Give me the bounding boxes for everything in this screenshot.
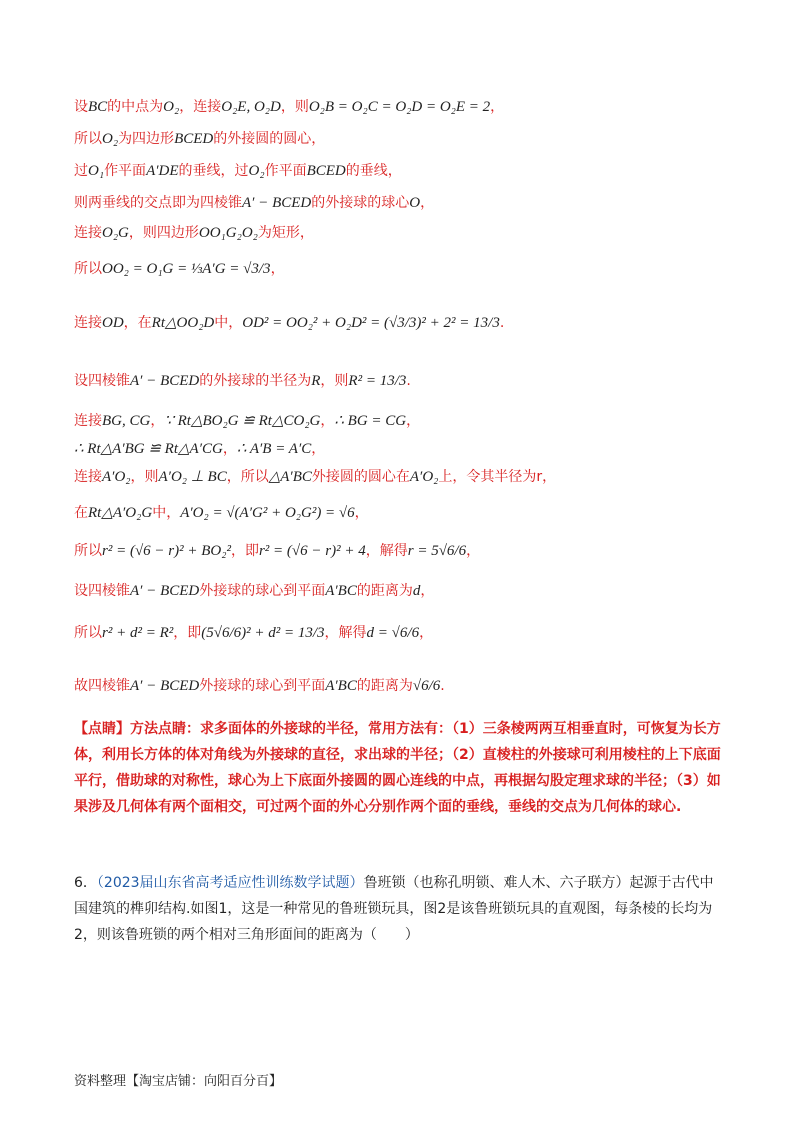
text-run: 外接球的球心到平面 [199, 678, 326, 694]
text-run: ， [406, 413, 421, 429]
text-run: ， [490, 99, 505, 115]
math-expression: O₂ [248, 163, 265, 179]
solution-line [74, 502, 369, 524]
solution-line [74, 160, 402, 182]
math-expression: OD [102, 315, 124, 331]
text-run: 的外接球的球心 [311, 195, 410, 211]
math-expression: A′BC [325, 678, 357, 694]
math-expression: OD² = OO₂² + O₂D² = (√3/3)² + 2² = 13/3 [242, 315, 500, 331]
text-run: 所以 [74, 543, 102, 559]
math-expression: ∵ Rt△BO₂G ≌ Rt△CO₂G [164, 413, 321, 429]
math-expression: OO₁G₂O₂ [198, 225, 258, 241]
solution-line [74, 258, 285, 280]
text-run: ，解得 [365, 543, 408, 559]
text-run: 上，令其半径为r， [438, 469, 557, 485]
math-expression: OO₂ = O₁G = ⅓A′G = √3/3 [102, 261, 271, 277]
solution-line [74, 96, 504, 118]
math-expression: ∴ Rt△A′BG ≌ Rt△A′CG [74, 441, 223, 457]
text-run: . [406, 373, 411, 389]
math-expression: △A′BC [268, 469, 312, 485]
math-expression: A′ − BCED [130, 583, 200, 599]
text-run: 故四棱锥 [74, 678, 130, 694]
text-run: 外接圆的圆心在 [311, 469, 410, 485]
solution-line [74, 370, 411, 392]
text-run: 为矩形， [257, 225, 314, 241]
math-expression: O₂E, O₂D [221, 99, 281, 115]
text-run: ，在 [123, 315, 152, 331]
math-expression: A′BC [325, 583, 357, 599]
math-expression: (5√6/6)² + d² = 13/3 [201, 625, 325, 641]
math-expression: r = 5√6/6 [407, 543, 467, 559]
text-run: 在 [74, 505, 88, 521]
math-expression: O [409, 195, 421, 211]
math-expression: A′O₂ [102, 469, 131, 485]
text-run: 则两垂线的交点即为四棱锥 [74, 195, 242, 211]
text-run: 作平面 [264, 163, 307, 179]
math-expression: O₂ [102, 131, 119, 147]
math-expression: ∴ A′B = A′C [236, 441, 312, 457]
solution-line [74, 438, 325, 460]
math-expression: Rt△A′O₂G [88, 505, 153, 521]
math-expression: O₂ [163, 99, 180, 115]
text-run: 的距离为 [356, 678, 413, 694]
text-run: 连接 [74, 413, 102, 429]
text-run: 为四边形 [118, 131, 175, 147]
text-run: 的中点为 [107, 99, 164, 115]
text-run: ， [320, 413, 335, 429]
tip-label: 【点睛】 [74, 721, 130, 737]
math-expression: A′O₂ = √(A′G² + O₂G²) = √6 [180, 505, 355, 521]
math-expression: r² = (√6 − r)² + 4 [258, 543, 366, 559]
solution-line [74, 128, 325, 150]
text-run: 的垂线， [345, 163, 402, 179]
text-run: ，连接 [179, 99, 222, 115]
math-expression: √6/6 [412, 678, 441, 694]
text-run: ， [420, 195, 435, 211]
text-run: ， [354, 505, 369, 521]
text-run: ， [420, 583, 435, 599]
text-run: 所以 [74, 131, 102, 147]
tip-paragraph [74, 716, 726, 820]
math-expression: A′ − BCED [130, 678, 200, 694]
math-expression: O₁ [88, 163, 105, 179]
text-run: 设 [74, 99, 88, 115]
text-run: ，则 [320, 373, 349, 389]
math-expression: d [412, 583, 421, 599]
text-run: 设四棱锥 [74, 583, 130, 599]
text-run: 连接 [74, 469, 102, 485]
text-run: 作平面 [104, 163, 147, 179]
text-run: ，则 [280, 99, 309, 115]
solution-line [74, 675, 445, 697]
solution-line [74, 466, 556, 488]
math-expression: r² + d² = R² [102, 625, 174, 641]
text-run: ， [222, 441, 237, 457]
math-expression: BCED [306, 163, 346, 179]
math-expression: BG, CG [102, 413, 151, 429]
math-expression: A′O₂ ⊥ BC [158, 469, 227, 485]
text-run: ，所以 [226, 469, 269, 485]
text-run: 设四棱锥 [74, 373, 130, 389]
text-run: ， [270, 261, 285, 277]
math-expression: r² = (√6 − r)² + BO₂² [102, 543, 231, 559]
text-run: ，则四边形 [128, 225, 199, 241]
math-expression: ∴ BG = CG [334, 413, 407, 429]
text-run: ， [311, 441, 326, 457]
text-run: 的距离为 [356, 583, 413, 599]
text-run: ， [466, 543, 481, 559]
question-text: 鲁班锁（也称孔明锁、难人木、六子联方）起源于古代中国建筑的榫卯结构.如图1，这是一种常见的鲁班锁玩具，图2是该鲁班锁玩具的直观图，每条棱的长均为2，则该鲁班锁的两个相对三角形面间的距离为（ ） [74, 875, 714, 943]
text-run: ，解得 [324, 625, 367, 641]
text-run: 的外接球的半径为 [199, 373, 312, 389]
solution-line [74, 222, 314, 244]
math-expression: A′ − BCED [130, 373, 200, 389]
question-number: 6． [74, 875, 97, 891]
question-source: （2023届山东省高考适应性训练数学试题） [96, 875, 364, 891]
text-run: 外接球的球心到平面 [199, 583, 326, 599]
text-run: . [440, 678, 445, 694]
math-expression: R [311, 373, 321, 389]
text-run: 所以 [74, 625, 102, 641]
text-run: 中， [214, 315, 243, 331]
text-run: ， [419, 625, 434, 641]
math-expression: O₂B = O₂C = O₂D = O₂E = 2 [308, 99, 491, 115]
text-run: ，即 [173, 625, 202, 641]
solution-line [74, 192, 434, 214]
math-expression: O₂G [102, 225, 129, 241]
math-expression: BCED [174, 131, 214, 147]
math-expression: R² = 13/3 [348, 373, 407, 389]
text-run: 的垂线，过 [178, 163, 249, 179]
text-run: ， [150, 413, 165, 429]
solution-line [74, 312, 504, 334]
solution-line [74, 540, 480, 562]
question-paragraph [74, 870, 726, 948]
text-run: 连接 [74, 225, 102, 241]
text-run: ，即 [230, 543, 259, 559]
math-expression: d = √6/6 [366, 625, 420, 641]
math-expression: A′O₂ [409, 469, 439, 485]
text-run: ，则 [130, 469, 159, 485]
tip-text: 方法点睛：求多面体的外接球的半径，常用方法有：（1）三条棱两两互相垂直时，可恢复为长方体，利用长方体的体对角线为外接球的直径，求出球的半径；（2）直棱柱的外接球可利用棱柱的上下底面平行，借助球的对称性，球心为上下底面外接圆的圆心连线的中点，再根据勾股定理求球的半径；（3）如果涉及几何体有两个面相交，可过两个面的外心分别作两个面的垂线，垂线的交点为几何体的球心. [74, 721, 721, 815]
math-expression: BC [88, 99, 108, 115]
math-expression: Rt△OO₂D [151, 315, 215, 331]
solution-line [74, 580, 434, 602]
text-run: . [499, 315, 505, 331]
solution-line [74, 410, 420, 432]
text-run: 连接 [74, 315, 102, 331]
math-expression: A′DE [146, 163, 179, 179]
text-run: 中， [152, 505, 181, 521]
text-run: 过 [74, 163, 88, 179]
text-run: 的外接圆的圆心， [213, 131, 326, 147]
text-run: 所以 [74, 261, 102, 277]
footer: 资料整理【淘宝店铺：向阳百分百】 [74, 1074, 283, 1089]
math-expression: A′ − BCED [242, 195, 312, 211]
solution-line [74, 622, 433, 644]
